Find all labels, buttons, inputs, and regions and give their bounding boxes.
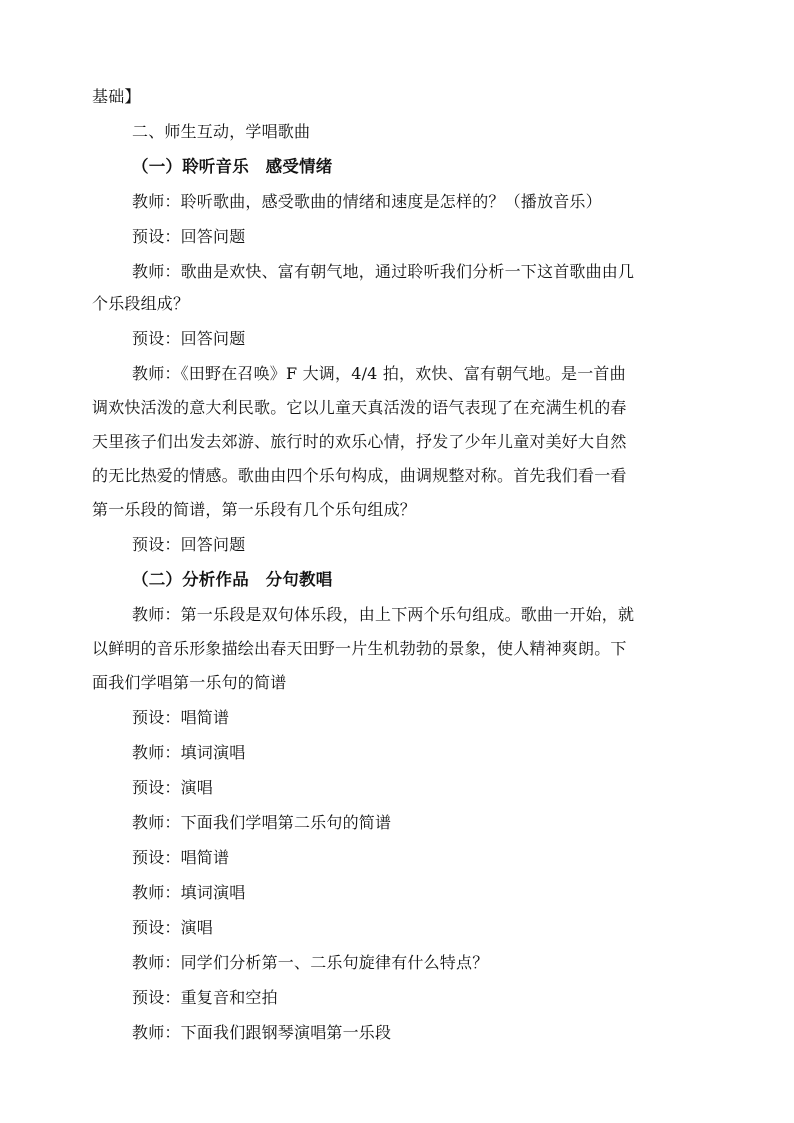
- preset-line: 预设：回答问题: [132, 329, 246, 348]
- preset-line: 预设：唱简谱: [132, 848, 230, 867]
- preset-line: 预设：回答问题: [132, 227, 246, 246]
- teacher-line: 教师：聆听歌曲，感受歌曲的情绪和速度是怎样的？（播放音乐）: [132, 192, 602, 211]
- paragraph-line: 第一乐段的简谱，第一乐段有几个乐句组成？: [92, 500, 417, 519]
- paragraph-continuation: 基础】: [92, 87, 141, 106]
- subsection-heading-2: （二）分析作品 分句教唱: [132, 570, 333, 589]
- paragraph-line: 天里孩子们出发去郊游、旅行时的欢乐心情，抒发了少年儿童对美好大自然: [92, 432, 627, 451]
- teacher-line: 教师：下面我们跟钢琴演唱第一乐段: [132, 1023, 392, 1042]
- paragraph-line: 个乐段组成？: [92, 294, 190, 313]
- paragraph-line: 的无比热爱的情感。歌曲由四个乐句构成，曲调规整对称。首先我们看一看: [92, 466, 627, 485]
- teacher-line: 教师：《田野在召唤》F 大调，4/4 拍，欢快、富有朝气地。是一首曲: [132, 364, 626, 383]
- preset-line: 预设：演唱: [132, 778, 214, 797]
- preset-line: 预设：回答问题: [132, 535, 246, 554]
- paragraph-line: 以鲜明的音乐形象描绘出春天田野一片生机勃勃的景象，使人精神爽朗。下: [92, 639, 627, 658]
- preset-line: 预设：演唱: [132, 918, 214, 937]
- teacher-line: 教师：第一乐段是双句体乐段，由上下两个乐句组成。歌曲一开始，就: [132, 605, 635, 624]
- teacher-line: 教师：同学们分析第一、二乐句旋律有什么特点？: [132, 953, 489, 972]
- paragraph-line: 调欢快活泼的意大利民歌。它以儿童天真活泼的语气表现了在充满生机的春: [92, 398, 627, 417]
- teacher-line: 教师：下面我们学唱第二乐句的简谱: [132, 813, 392, 832]
- paragraph-line: 面我们学唱第一乐句的简谱: [92, 673, 287, 692]
- teacher-line: 教师：填词演唱: [132, 883, 246, 902]
- preset-line: 预设：唱简谱: [132, 708, 230, 727]
- teacher-line: 教师：歌曲是欢快、富有朝气地，通过聆听我们分析一下这首歌曲由几: [132, 262, 635, 281]
- subsection-heading-1: （一）聆听音乐 感受情绪: [132, 157, 333, 176]
- teacher-line: 教师：填词演唱: [132, 743, 246, 762]
- section-heading: 二、师生互动，学唱歌曲: [132, 122, 311, 141]
- preset-line: 预设：重复音和空拍: [132, 988, 278, 1007]
